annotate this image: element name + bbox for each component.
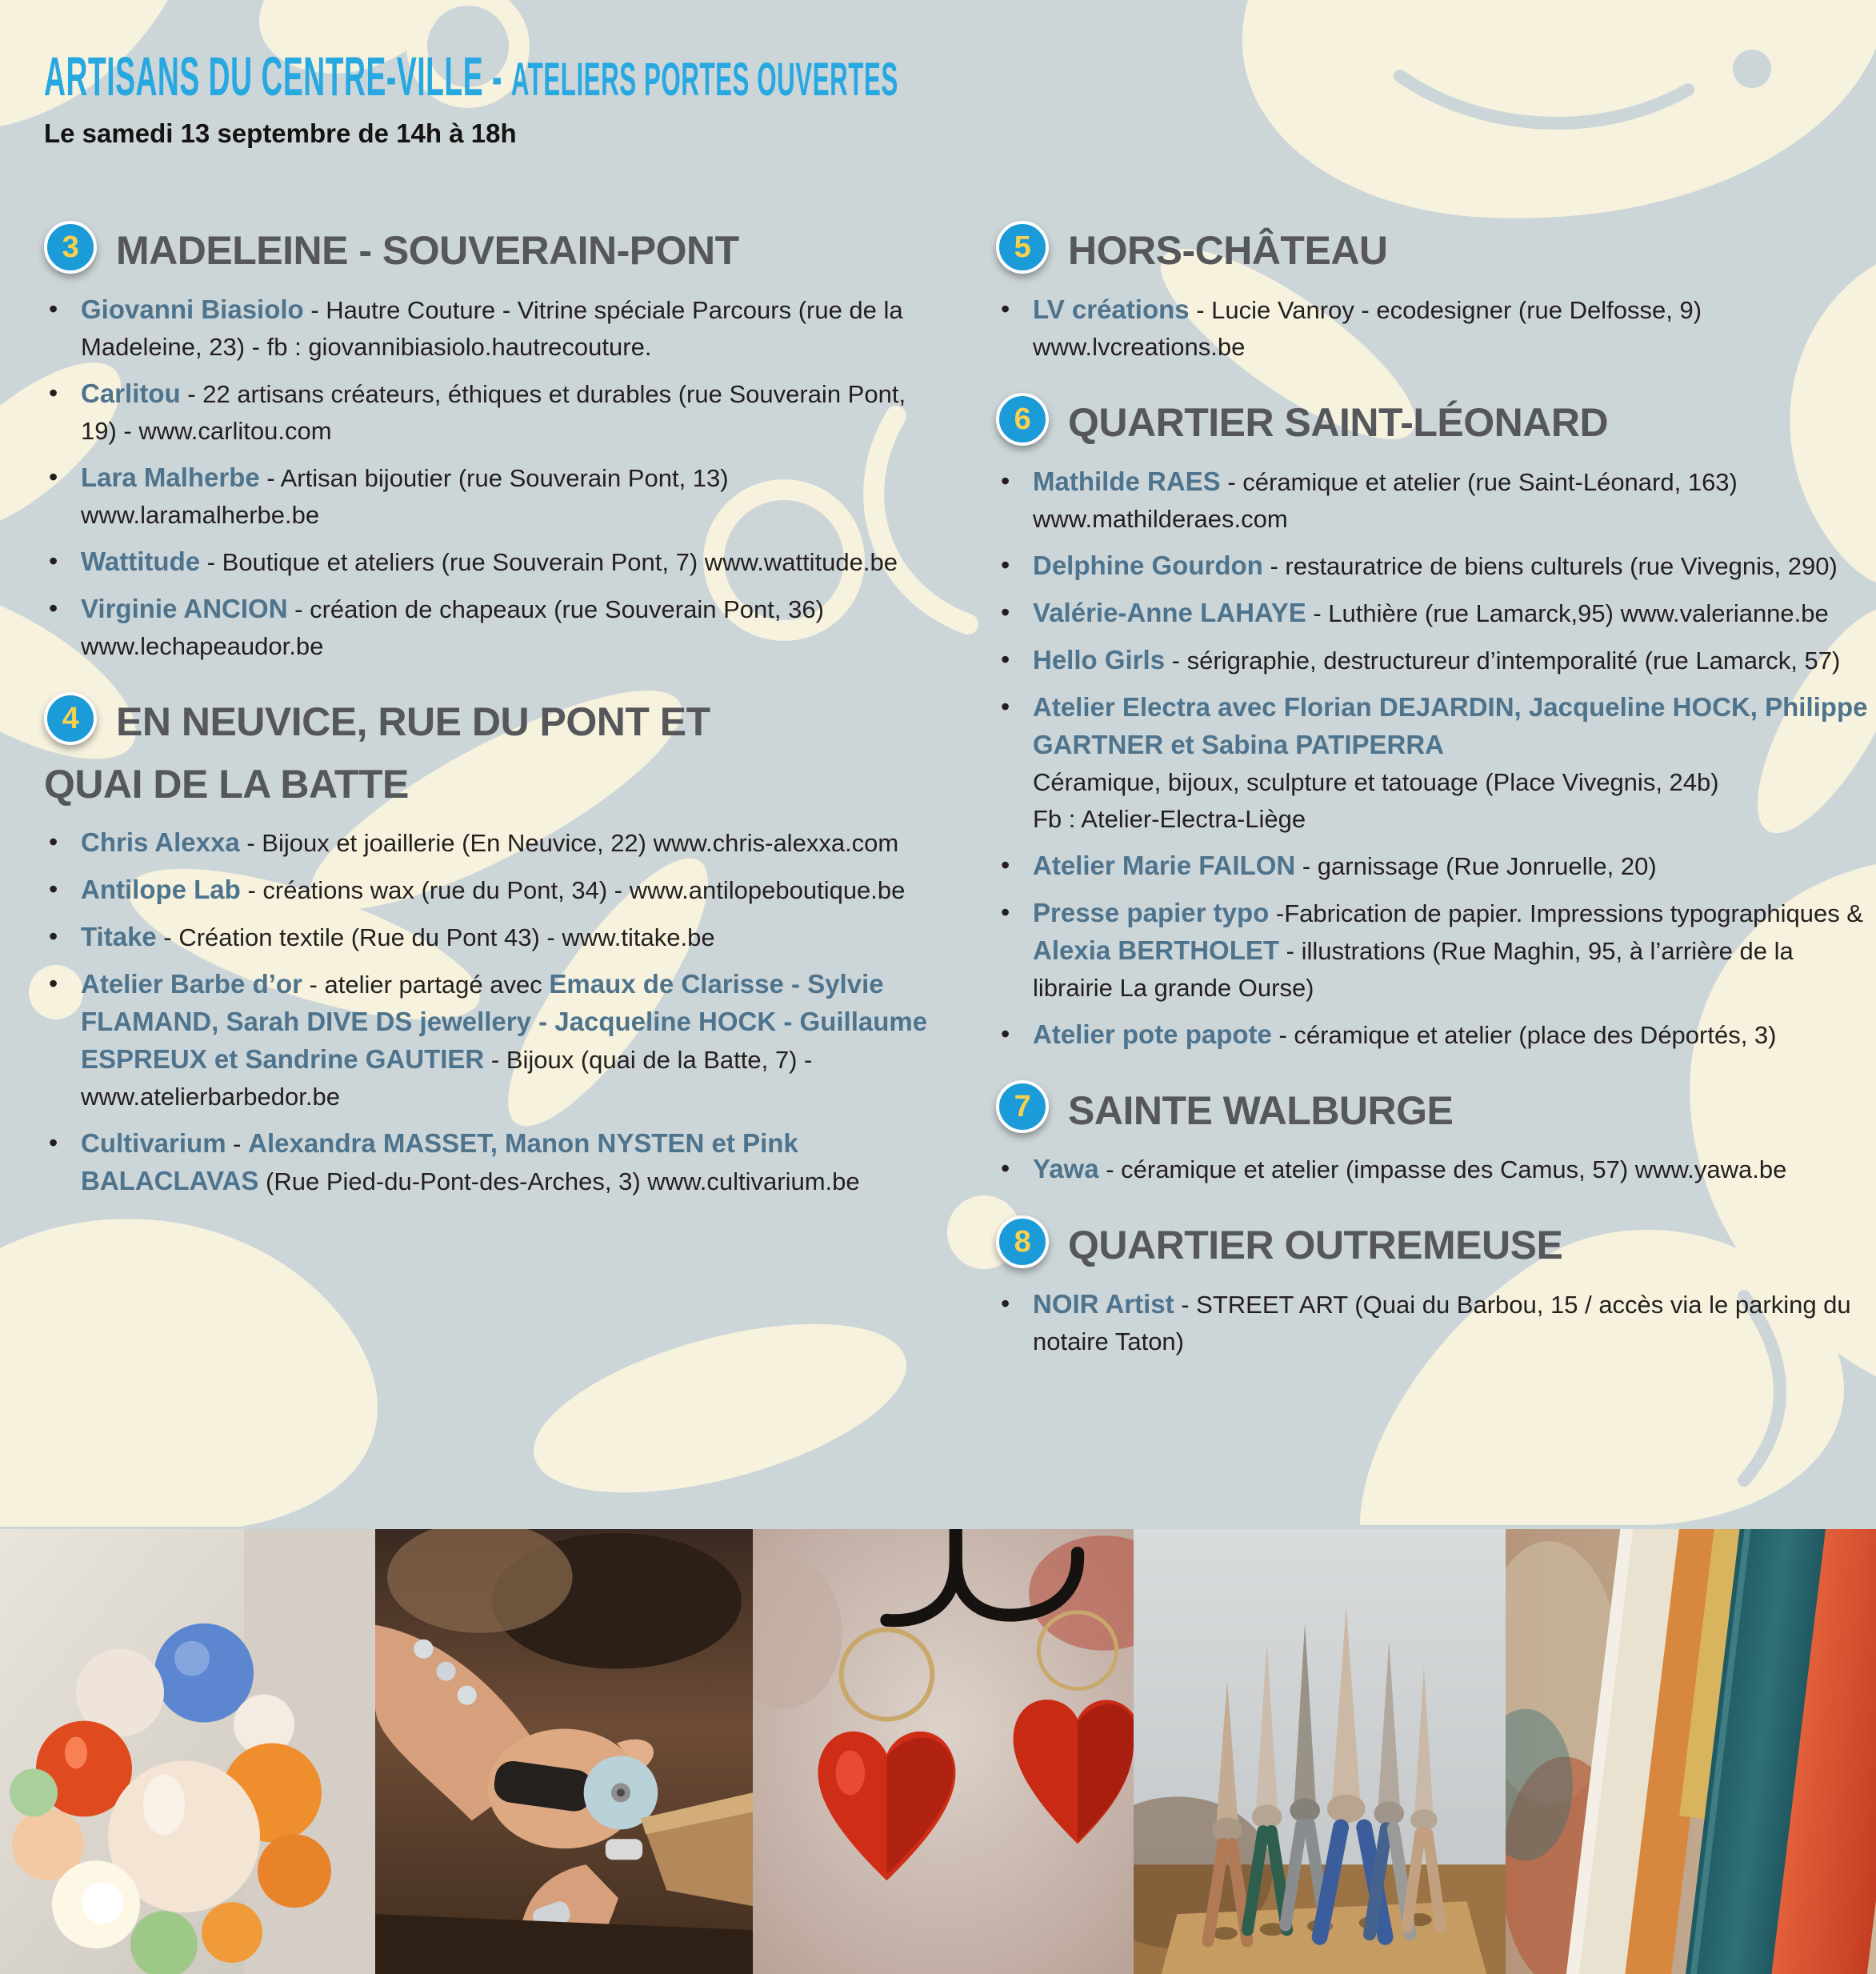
artisan-entry <box>996 1286 1876 1360</box>
artisan-name: Yawa <box>1033 1154 1099 1184</box>
section-5 <box>996 218 1876 366</box>
artisan-entry <box>44 543 928 581</box>
artisan-name: Antilope Lab <box>81 875 241 905</box>
photo-jewelry-pliers <box>1134 1529 1506 1974</box>
entries-list <box>44 824 928 1200</box>
section-heading <box>996 1212 1876 1275</box>
section-number-badge: 3 <box>44 221 97 274</box>
section-6 <box>996 390 1876 1054</box>
artisan-entry <box>996 847 1876 885</box>
photo-strip <box>0 1529 1876 1974</box>
photo-jewelry-making-hands <box>375 1529 753 1974</box>
artisan-entry <box>44 291 928 366</box>
artisan-details: - sérigraphie, destructureur d’intemporalité (rue Lamarck, 57) <box>1165 646 1841 675</box>
artisan-details: - Hautre Couture - Vitrine spéciale Parcours (rue de la Madeleine, 23) - fb : giovannibiasiolo.hautrecouture. <box>81 295 903 361</box>
artisan-details: - Artisan bijoutier (rue Souverain Pont, 13) www.laramalherbe.be <box>81 463 729 529</box>
artisan-details: - céramique et atelier (impasse des Camus, 57) www.yawa.be <box>1098 1155 1787 1184</box>
artisan-name: Alexia BERTHOLET <box>1033 935 1280 965</box>
artisan-name: Atelier Marie FAILON <box>1033 850 1296 880</box>
artisan-details: - Création textile (Rue du Pont 43) - www.titake.be <box>156 923 715 952</box>
artisan-name: Wattitude <box>81 546 201 576</box>
artisan-name: LV créations <box>1033 294 1190 324</box>
artisan-details: - céramique et atelier (rue Saint-Léonard, 163) www.mathilderaes.com <box>1033 467 1738 533</box>
section-title: MADELEINE - SOUVERAIN-PONT <box>116 227 739 273</box>
artisan-name: Hello Girls <box>1033 644 1166 675</box>
artisan-details: Fb : Atelier-Electra-Liège <box>1033 804 1306 833</box>
artisan-details: - créations wax (rue du Pont, 34) - www.antilopeboutique.be <box>240 876 906 905</box>
artisan-details: - restauratrice de biens culturels (rue Vivegnis, 290) <box>1262 551 1838 580</box>
artisan-entry <box>44 824 928 862</box>
artisan-name: Atelier Electra avec Florian DEJARDIN, Jacqueline HOCK, Philippe GARTNER et Sabina PATIPERRA <box>1033 691 1868 759</box>
artisan-name: Giovanni Biasiolo <box>81 294 304 324</box>
section-heading <box>44 218 928 280</box>
artisan-details: - <box>226 1130 249 1159</box>
artisan-entry <box>44 966 928 1115</box>
title-sub: ATELIERS PORTES OUVERTES <box>510 54 898 106</box>
artisan-name: Delphine Gourdon <box>1033 550 1263 580</box>
section-heading <box>996 218 1876 280</box>
artisan-name: Virginie ANCION <box>81 593 288 623</box>
section-3 <box>44 218 928 665</box>
artisan-entry <box>996 463 1876 538</box>
right-column <box>996 218 1876 1384</box>
artisan-entry <box>996 291 1876 366</box>
artisan-name: Emaux de Clarisse - Sylvie FLAMAND, Sarah DIVE DS jewellery - Jacqueline HOCK - Guillaume ESPREUX et Sandrine GAUTIER <box>81 969 928 1075</box>
artisan-details: - atelier partagé avec <box>302 971 550 999</box>
section-number-badge: 6 <box>996 393 1049 446</box>
artisan-entry <box>44 375 928 450</box>
artisan-details: -Fabrication de papier. Impressions typographiques & <box>1269 899 1863 927</box>
photo-colorful-fabrics <box>1506 1529 1876 1974</box>
artisan-details: Céramique, bijoux, sculpture et tatouage (Place Vivegnis, 24b) <box>1033 767 1719 796</box>
section-heading <box>44 689 928 814</box>
section-number-badge: 4 <box>44 692 97 745</box>
artisan-details: - création de chapeaux (rue Souverain Pont, 36) www.lechapeaudor.be <box>81 595 824 660</box>
artisan-entry <box>996 895 1876 1007</box>
artisan-name: Presse papier typo <box>1033 897 1270 927</box>
entries-list <box>996 1151 1876 1188</box>
artisan-details: - STREET ART (Quai du Barbou, 15 / accès via le parking du notaire Taton) <box>1033 1291 1851 1356</box>
section-heading <box>996 390 1876 452</box>
artisan-name: Mathilde RAES <box>1033 466 1221 496</box>
artisan-entry <box>996 689 1876 838</box>
artisan-entry <box>996 547 1876 585</box>
artisan-details: (Rue Pied-du-Pont-des-Arches, 3) www.cultivarium.be <box>258 1167 860 1196</box>
section-number-badge: 5 <box>996 221 1049 274</box>
artisan-details: - garnissage (Rue Jonruelle, 20) <box>1295 851 1657 880</box>
page-title <box>44 48 898 106</box>
artisan-details: - illustrations (Rue Maghin, 95, à l’arrière de la librairie La grande Ourse) <box>1033 936 1794 1002</box>
event-date: Le samedi 13 septembre de 14h à 18h <box>44 118 517 149</box>
section-title: EN NEUVICE, RUE DU PONT ET <box>116 699 710 744</box>
artisan-details: - Bijoux et joaillerie (En Neuvice, 22) www.chris-alexxa.com <box>239 829 899 858</box>
artisan-entry <box>44 871 928 909</box>
artisan-entry <box>996 595 1876 632</box>
artisan-details: - Luthière (rue Lamarck,95) www.valerianne.be <box>1306 599 1829 627</box>
artisan-name: Lara Malherbe <box>81 462 260 492</box>
section-number-badge: 7 <box>996 1080 1049 1133</box>
left-column <box>44 218 928 1224</box>
artisan-details: - Lucie Vanroy - ecodesigner (rue Delfosse, 9) www.lvcreations.be <box>1033 295 1702 361</box>
entries-list <box>996 1286 1876 1360</box>
artisan-details: - céramique et atelier (place des Déportés, 3) <box>1271 1020 1777 1049</box>
artisan-details: - 22 artisans créateurs, éthiques et durables (rue Souverain Pont, 19) - www.carlitou.com <box>81 379 906 445</box>
section-title: QUARTIER SAINT-LÉONARD <box>1068 399 1609 445</box>
artisan-entry <box>996 1151 1876 1188</box>
section-number-badge: 8 <box>996 1215 1049 1268</box>
artisan-name: Alexandra MASSET, Manon NYSTEN et Pink BALACLAVAS <box>81 1128 798 1196</box>
artisan-entry <box>44 1125 928 1200</box>
artisan-name: Valérie-Anne LAHAYE <box>1033 597 1306 627</box>
artisan-name: Titake <box>81 922 157 952</box>
photo-heart-earrings <box>753 1529 1134 1974</box>
artisan-entry <box>44 459 928 534</box>
photo-light-bulbs <box>0 1529 375 1974</box>
artisan-name: Atelier Barbe d’or <box>81 969 302 999</box>
artisan-name: Carlitou <box>81 378 181 408</box>
artisan-name: Cultivarium <box>81 1128 226 1159</box>
artisan-entry <box>996 1016 1876 1054</box>
entries-list <box>996 291 1876 366</box>
section-title: QUAI DE LA BATTE <box>44 761 409 807</box>
entries-list <box>996 463 1876 1054</box>
section-title: SAINTE WALBURGE <box>1068 1087 1454 1133</box>
title-main: ARTISANS DU CENTRE-VILLE - <box>44 46 511 107</box>
section-4 <box>44 689 928 1201</box>
artisan-name: Chris Alexxa <box>81 827 240 858</box>
section-heading <box>996 1078 1876 1140</box>
section-title: QUARTIER OUTREMEUSE <box>1068 1223 1563 1268</box>
artisan-entry <box>996 642 1876 679</box>
entries-list <box>44 291 928 665</box>
artisan-name: Atelier pote papote <box>1033 1019 1272 1049</box>
section-8 <box>996 1212 1876 1360</box>
artisan-entry <box>44 591 928 665</box>
header <box>44 48 1626 149</box>
artisan-entry <box>44 919 928 956</box>
artisan-details: - Bijoux (quai de la Batte, 7) - www.atelierbarbedor.be <box>81 1046 813 1111</box>
artisan-name: NOIR Artist <box>1033 1289 1174 1319</box>
section-title: HORS-CHÂTEAU <box>1068 227 1388 273</box>
section-7 <box>996 1078 1876 1189</box>
artisan-details: - Boutique et ateliers (rue Souverain Pont, 7) www.wattitude.be <box>200 547 898 576</box>
